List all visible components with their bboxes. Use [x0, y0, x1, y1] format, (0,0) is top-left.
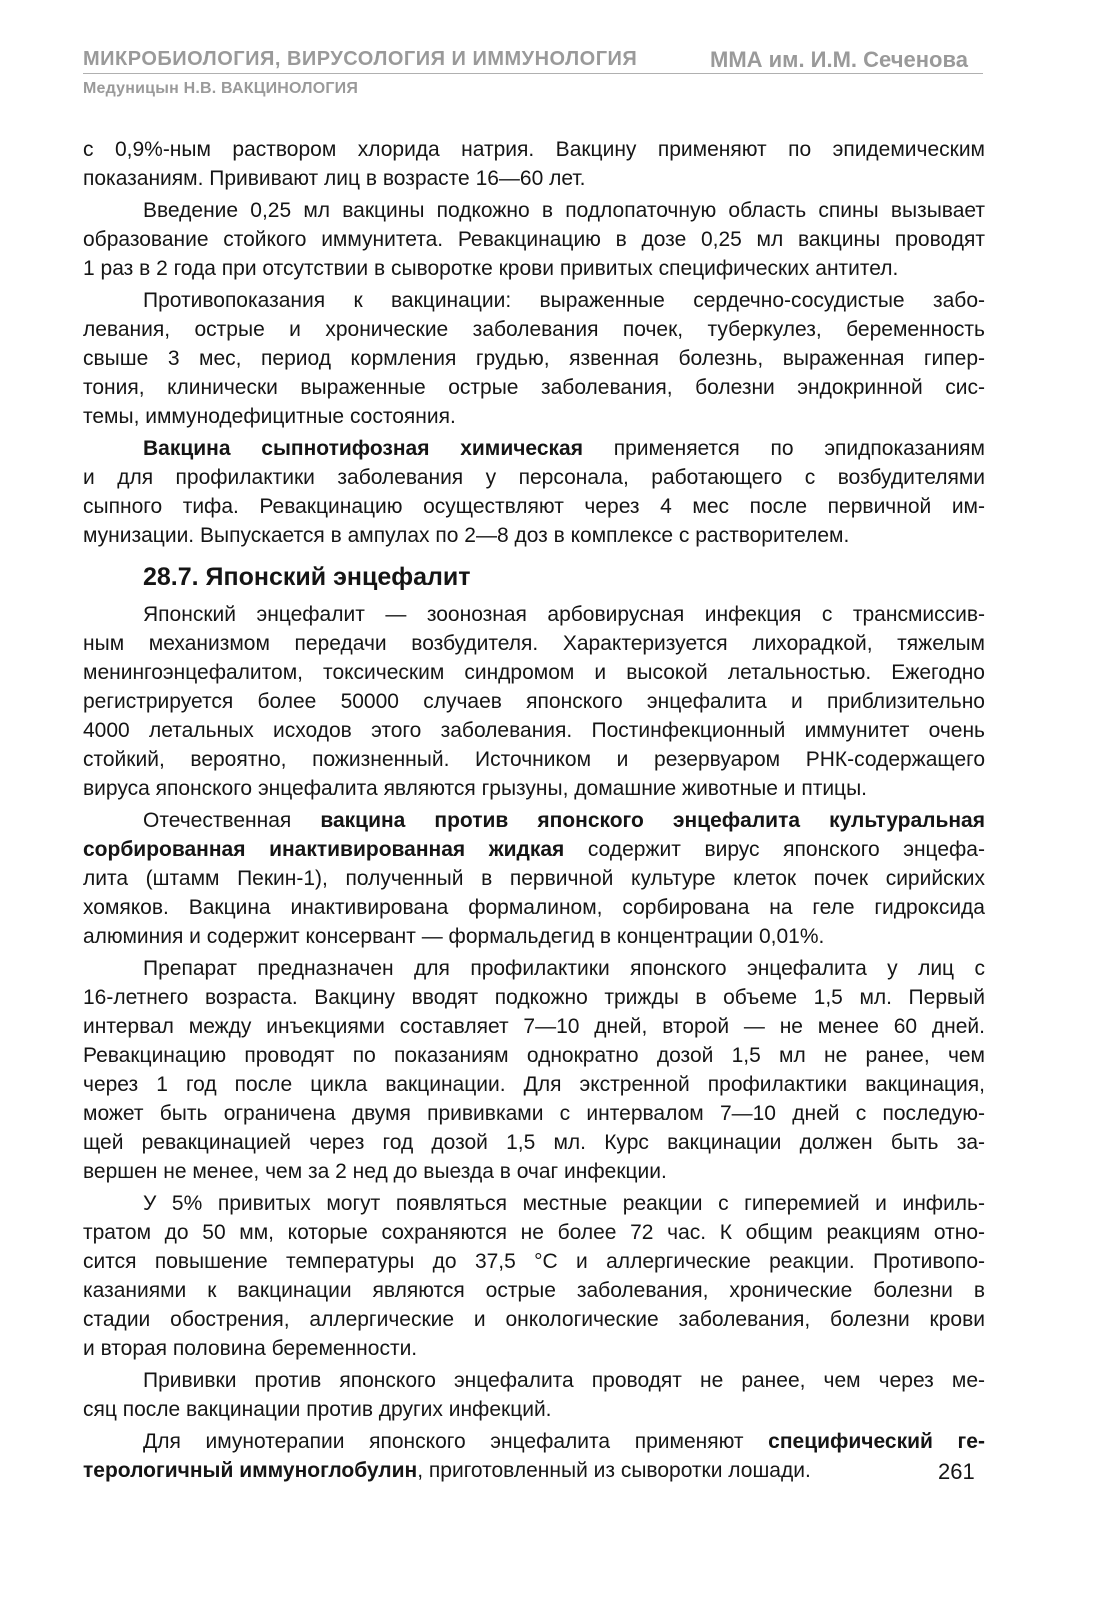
text-line: Японский энцефалит — зоонозная арбовирусная инфекция с трансмиссив-	[143, 603, 985, 626]
text-line: тратом до 50 мм, которые сохраняются не более 72 час. К общим реакциям отно-	[83, 1221, 985, 1244]
text-line: свыше 3 мес, период кормления грудью, язвенная болезнь, выраженная гипер-	[83, 347, 985, 370]
text-line: ным механизмом передачи возбудителя. Характеризуется лихорадкой, тяжелым	[83, 632, 985, 655]
text-line: Противопоказания к вакцинации: выраженные сердечно-сосудистые забо-	[143, 289, 985, 312]
bold-term: Вакцина сыпнотифозная химическая	[143, 437, 583, 460]
text-line	[83, 1456, 985, 1485]
text-line: Прививки против японского энцефалита проводят не ранее, чем через ме-	[143, 1369, 985, 1392]
text-line: мунизации. Выпускается в ампулах по 2—8 доз в комплексе с растворителем.	[83, 524, 850, 547]
text-line: сяц после вакцинации против других инфекций.	[83, 1398, 552, 1421]
text-line: казаниями к вакцинации являются острые заболевания, хронические болезни в	[83, 1279, 985, 1302]
text-line: вируса японского энцефалита являются грызуны, домашние животные и птицы.	[83, 777, 868, 800]
text-line: стойкий, вероятно, пожизненный. Источником и резервуаром РНК-содержащего	[83, 748, 985, 771]
text-line: щей ревакцинацией через год дозой 1,5 мл. Курс вакцинации должен быть за-	[83, 1131, 985, 1154]
text-line: показаниям. Прививают лиц в возрасте 16—60 лет.	[83, 167, 586, 190]
section-heading: 28.7. Японский энцефалит	[143, 563, 471, 591]
text-line: 1 раз в 2 года при отсутствии в сыворотке крови привитых специфических антител.	[83, 257, 899, 280]
text-line: регистрируется более 50000 случаев японского энцефалита и приблизительно	[83, 690, 985, 713]
text-line	[83, 434, 985, 463]
text-line: 4000 летальных исходов этого заболевания. Постинфекционный иммунитет очень	[83, 719, 985, 742]
running-header-title: МИКРОБИОЛОГИЯ, ВИРУСОЛОГИЯ И ИММУНОЛОГИЯ	[83, 48, 638, 70]
text-run: содержит вирус японского энцефа-	[564, 838, 985, 861]
text-line: У 5% привитых могут появляться местные реакции с гиперемией и инфиль-	[143, 1192, 985, 1215]
text-line: и вторая половина беременности.	[83, 1337, 418, 1360]
text-line: сится повышение температуры до 37,5 °С и аллергические реакции. Противопо-	[83, 1250, 985, 1273]
text-line: тония, клинически выраженные острые заболевания, болезни эндокринной сис-	[83, 376, 985, 399]
page-number: 261	[938, 1459, 975, 1484]
text-line: может быть ограничена двумя прививками с интервалом 7—10 дней с последую-	[83, 1102, 985, 1125]
bold-term: сорбированная инактивированная жидкая	[83, 838, 565, 861]
header-rule	[83, 73, 983, 74]
text-line: стадии обострения, аллергические и онкологические заболевания, болезни крови	[83, 1308, 985, 1331]
text-line: лита (штамм Пекин-1), полученный в первичной культуре клеток почек сирийских	[83, 867, 985, 890]
text-run: , приготовленный из сыворотки лошади.	[417, 1459, 811, 1482]
text-run: применяется по эпидпоказаниям	[582, 437, 985, 460]
bold-term: специфический ге-	[768, 1430, 985, 1453]
text-line: сыпного тифа. Ревакцинацию осуществляют через 4 мес после первичной им-	[83, 495, 985, 518]
text-line	[83, 1427, 985, 1456]
text-line	[83, 806, 985, 835]
running-header-institution: ММА им. И.М. Сеченова	[710, 47, 968, 72]
text-line	[83, 835, 985, 864]
text-line: интервал между инъекциями составляет 7—10 дней, второй — не менее 60 дней.	[83, 1015, 985, 1038]
text-line: и для профилактики заболевания у персонала, работающего с возбудителями	[83, 466, 985, 489]
text-line: образование стойкого иммунитета. Ревакцинацию в дозе 0,25 мл вакцины проводят	[83, 228, 985, 251]
text-run: Отечественная	[143, 809, 321, 832]
text-line: менингоэнцефалитом, токсическим синдромом и высокой летальностью. Ежегодно	[83, 661, 985, 684]
text-line: Введение 0,25 мл вакцины подкожно в подлопаточную область спины вызывает	[143, 199, 985, 222]
page-body	[83, 135, 985, 1485]
text-line: с 0,9%-ным раствором хлорида натрия. Вакцину применяют по эпидемическим	[83, 138, 985, 161]
text-line: Препарат предназначен для профилактики японского энцефалита у лиц с	[143, 957, 985, 980]
text-line: 16-летнего возраста. Вакцину вводят подкожно трижды в объеме 1,5 мл. Первый	[83, 986, 985, 1009]
text-line: хомяков. Вакцина инактивирована формалином, сорбирована на геле гидроксида	[83, 896, 985, 919]
text-line: Ревакцинацию проводят по показаниям однократно дозой 1,5 мл не ранее, чем	[83, 1044, 985, 1067]
running-header-author-book: Медуницын Н.В. ВАКЦИНОЛОГИЯ	[83, 80, 359, 97]
text-line: темы, иммунодефицитные состояния.	[83, 405, 456, 428]
text-line: алюминия и содержит консервант — формальдегид в концентрации 0,01%.	[83, 925, 825, 948]
text-run: Для имунотерапии японского энцефалита применяют	[143, 1430, 769, 1453]
bold-term: вакцина против японского энцефалита культуральная	[320, 809, 985, 832]
bold-term: терологичный иммуноглобулин	[83, 1459, 418, 1482]
text-line: через 1 год после цикла вакцинации. Для экстренной профилактики вакцинация,	[83, 1073, 985, 1096]
text-line: левания, острые и хронические заболевания почек, туберкулез, беременность	[83, 318, 985, 341]
text-line: вершен не менее, чем за 2 нед до выезда в очаг инфекции.	[83, 1160, 667, 1183]
